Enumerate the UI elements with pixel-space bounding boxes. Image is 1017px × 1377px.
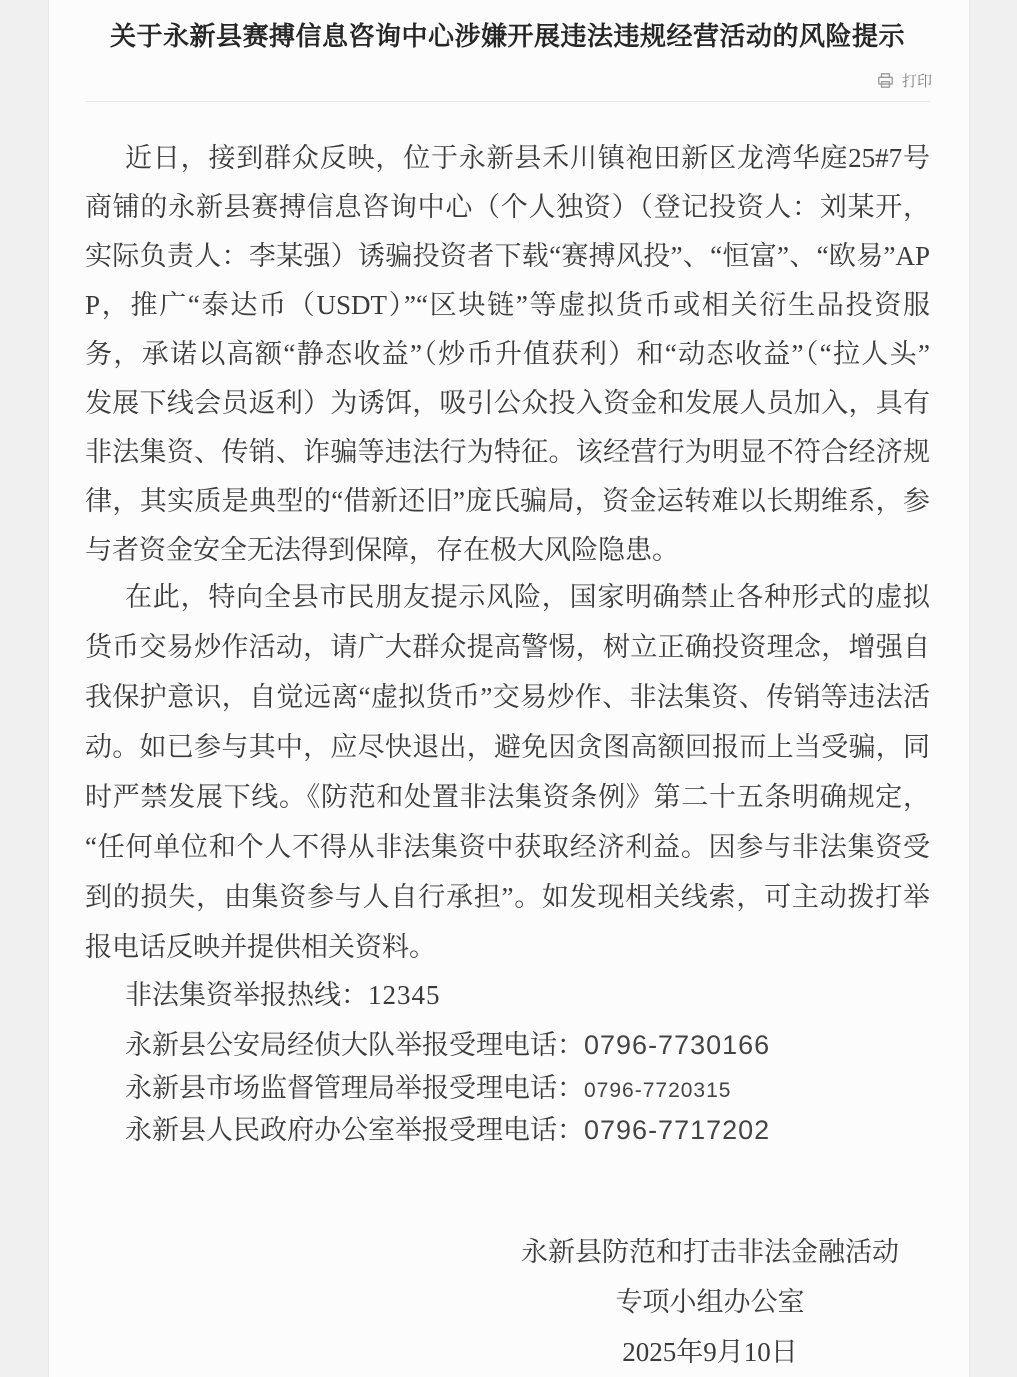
phone-number: 0796-7717202 [584,1115,771,1145]
hotline-line [85,971,930,1020]
print-label: 打印 [901,72,932,90]
title-divider [85,101,930,102]
para2-line: 我保护意识，自觉远离“虚拟货币”交易炒作、非法集资、传销等违法活 [85,682,930,712]
phone-label: 永新县人民政府办公室举报受理电话： [125,1115,584,1145]
signature-org-line1: 永新县防范和打击非法金融活动 [521,1237,899,1267]
para2-line: 时严禁发展下线。《防范和处置非法集资条例》第二十五条明确规定， [85,782,930,812]
phone-line [85,1021,930,1070]
paragraph-2 [85,572,930,972]
phone-label: 永新县公安局经侦大队举报受理电话： [125,1030,584,1060]
document-page [48,0,970,1377]
para2-line: 在此，特向全县市民朋友提示风险，国家明确禁止各种形式的虚拟 [125,582,930,612]
phone-label: 永新县市场监督管理局举报受理电话： [125,1073,584,1103]
para1-line: 实际负责人：李某强）诱骗投资者下载“赛搏风投”、“恒富”、“欧易”AP [85,241,930,271]
para2-line: 到的损失，由集资参与人自行承担”。如发现相关线索，可主动拨打举 [85,882,930,912]
signature-org-line2: 专项小组办公室 [615,1287,805,1317]
para1-line: 与者资金安全无法得到保障，存在极大风险隐患。 [85,535,679,565]
phone-number: 0796-7720315 [584,1079,732,1102]
para1-line: 务，承诺以高额“静态收益”（炒币升值获利）和“动态收益”（“拉人头” [85,339,930,369]
para2-line: “任何单位和个人不得从非法集资中获取经济利益。因参与非法集资受 [85,832,930,862]
para1-line: 近日，接到群众反映，位于永新县禾川镇袍田新区龙湾华庭25#7号 [125,143,930,173]
page-title: 关于永新县赛搏信息咨询中心涉嫌开展违法违规经营活动的风险提示 [109,21,905,51]
document-content [85,0,930,1377]
phone-number: 0796-7730166 [584,1030,771,1060]
para1-line: 律，其实质是典型的“借新还旧”庞氏骗局，资金运转难以长期维系，参 [85,486,930,516]
phone-line [85,1106,930,1155]
hotline-label: 非法集资举报热线： [125,980,368,1010]
paragraph-1 [85,134,930,575]
para1-line: 商铺的永新县赛搏信息咨询中心（个人独资）（登记投资人：刘某开， [85,192,930,222]
para1-line: P，推广“泰达币（USDT）”“区块链”等虚拟货币或相关衍生品投资服 [85,290,930,320]
signature-block [490,1227,930,1377]
para1-line: 非法集资、传销、诈骗等违法行为特征。该经营行为明显不符合经济规 [85,437,930,467]
printer-icon [876,71,895,90]
signature-date: 2025年9月10日 [622,1337,798,1367]
para2-line: 动。如已参与其中，应尽快退出，避免因贪图高额回报而上当受骗，同 [85,732,930,762]
para1-line: 发展下线会员返利）为诱饵，吸引公众投入资金和发展人员加入，具有 [85,388,930,418]
hotline-number: 12345 [368,980,441,1010]
print-button[interactable] [876,66,932,94]
para2-line: 货币交易炒作活动，请广大群众提高警惕，树立正确投资理念，增强自 [85,632,930,662]
para2-line: 报电话反映并提供相关资料。 [85,932,436,962]
